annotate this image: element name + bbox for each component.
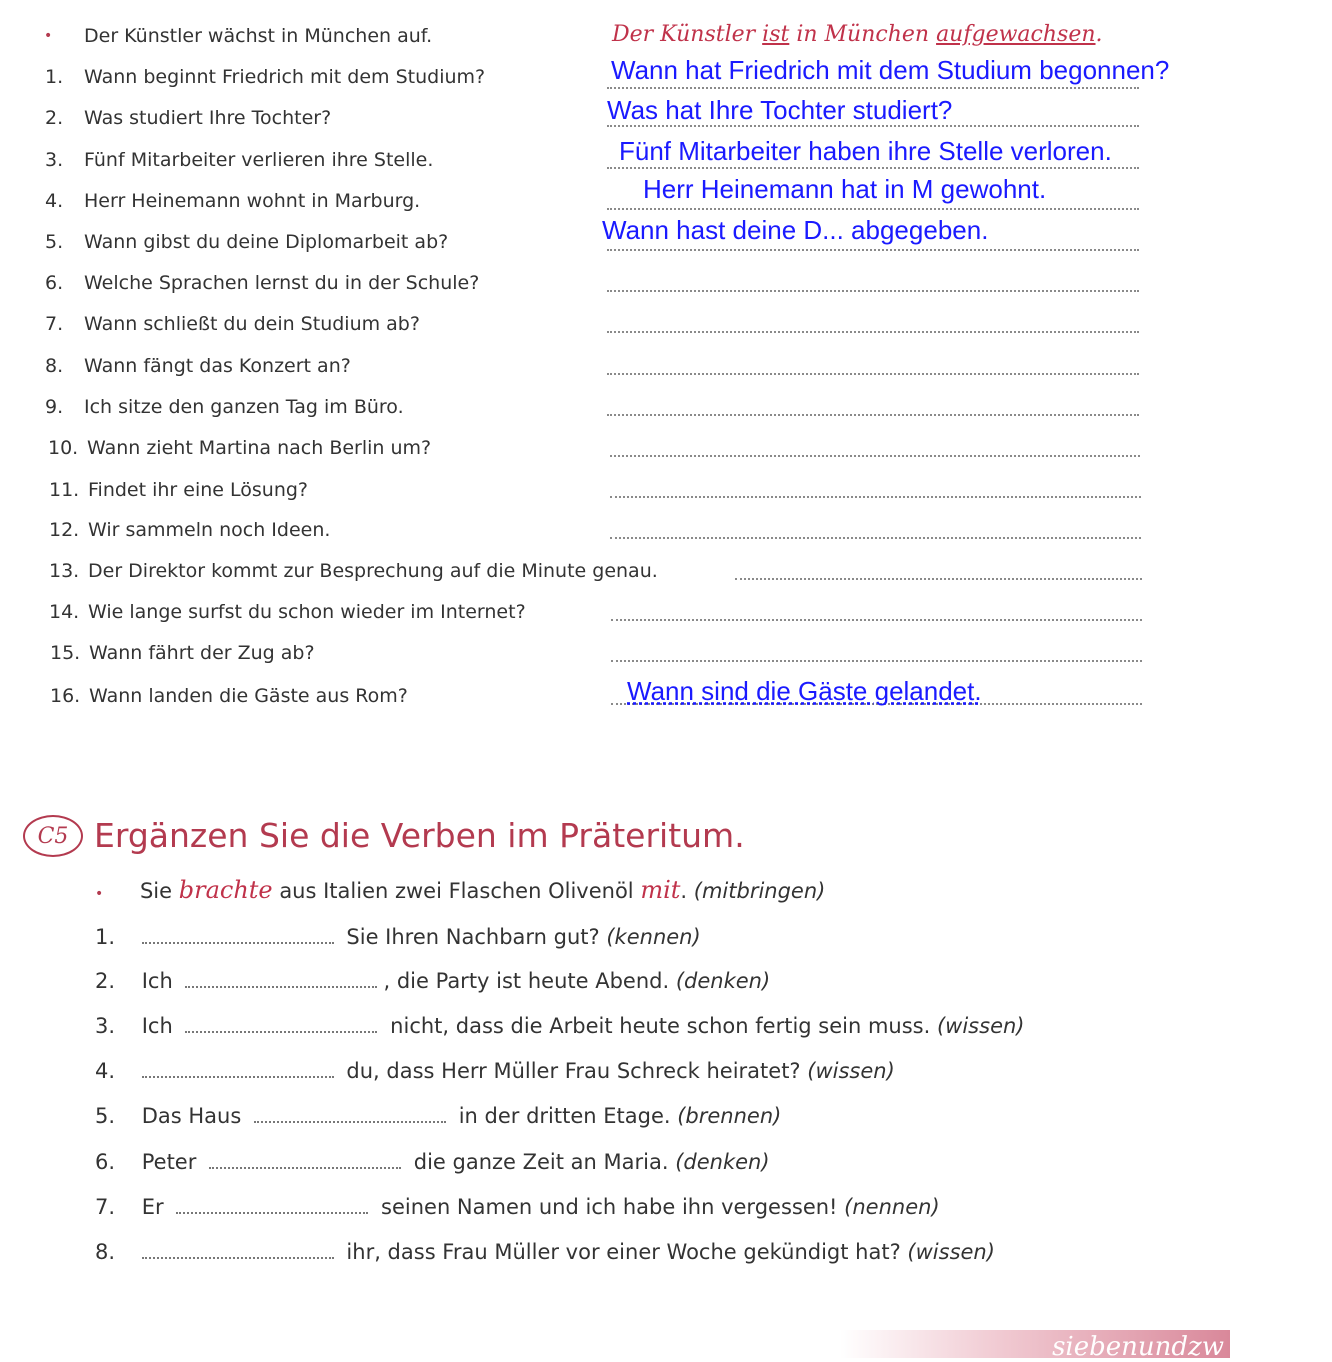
item-question: Wann landen die Gäste aus Rom?	[89, 685, 408, 707]
item-text: seinen Namen und ich habe ihn vergessen!	[381, 1195, 838, 1219]
item-number: 6.	[95, 1150, 116, 1174]
item-number: 1.	[95, 925, 116, 949]
item-question: Wann beginnt Friedrich mit dem Studium?	[84, 66, 486, 88]
item-question: Wann gibst du deine Diplomarbeit ab?	[84, 231, 449, 253]
item-number: 3.	[95, 1014, 116, 1038]
blank-field[interactable]	[254, 1121, 446, 1123]
c5-item	[95, 1014, 1025, 1038]
c5-item	[95, 969, 770, 993]
item-pre: Das Haus	[141, 1104, 242, 1128]
example-post: .	[680, 879, 688, 903]
item-number: 8.	[45, 355, 64, 377]
exercise-title: Ergänzen Sie die Verben im Präteritum.	[94, 816, 745, 855]
item-question: Ich sitze den ganzen Tag im Büro.	[84, 396, 404, 418]
c5-example	[95, 876, 825, 904]
item-pre: Ich	[141, 1014, 173, 1038]
c5-item	[95, 925, 701, 949]
example-answer: Der Künstler ist in München aufgewachsen.	[612, 22, 1103, 47]
item-number: 9.	[45, 396, 64, 418]
item-pre: Er	[141, 1195, 164, 1219]
answer-line[interactable]	[607, 249, 1139, 251]
answer-line[interactable]	[607, 167, 1139, 169]
item-hint: (kennen)	[606, 925, 701, 949]
answer-line[interactable]	[607, 290, 1139, 292]
item-question: Wann fängt das Konzert an?	[84, 355, 351, 377]
answer-line[interactable]	[611, 660, 1142, 662]
item-hint: (nennen)	[844, 1195, 940, 1219]
item-number: 12.	[49, 519, 80, 541]
item-number: 4.	[45, 190, 64, 212]
item-number: 5.	[45, 231, 64, 253]
blank-field[interactable]	[185, 986, 377, 988]
answer-line[interactable]	[607, 87, 1139, 89]
item-number: 5.	[95, 1104, 116, 1128]
answer-line[interactable]	[735, 578, 1142, 580]
blank-field[interactable]	[142, 942, 334, 944]
item-number: 2.	[95, 969, 116, 993]
c5-item	[95, 1195, 940, 1219]
answer-line[interactable]	[607, 331, 1139, 333]
handwritten-answer: Fünf Mitarbeiter haben ihre Stelle verloren.	[619, 136, 1112, 166]
item-pre: Ich	[141, 969, 173, 993]
item-number: 16.	[50, 685, 81, 707]
blank-field[interactable]	[209, 1167, 401, 1169]
item-text: Sie Ihren Nachbarn gut?	[346, 925, 600, 949]
item-question: Wann fährt der Zug ab?	[89, 642, 315, 664]
blank-field[interactable]	[185, 1031, 377, 1033]
answer-line[interactable]	[611, 619, 1142, 621]
answer-line[interactable]	[610, 537, 1141, 539]
handwritten-answer: Wann hat Friedrich mit dem Studium begonnen?	[611, 55, 1170, 85]
item-text: nicht, dass die Arbeit heute schon fertig sein muss.	[390, 1014, 931, 1038]
item-question: Wir sammeln noch Ideen.	[88, 519, 331, 541]
handwritten-answer: Wann sind die Gäste gelandet.	[627, 676, 982, 706]
blank-field[interactable]	[142, 1076, 334, 1078]
c5-item	[95, 1059, 895, 1083]
item-question: Fünf Mitarbeiter verlieren ihre Stelle.	[84, 149, 434, 171]
item-question: Findet ihr eine Lösung?	[88, 479, 309, 501]
item-number: 8.	[95, 1240, 116, 1264]
item-number: 11.	[49, 479, 80, 501]
item-text: die ganze Zeit an Maria.	[413, 1150, 669, 1174]
item-number: 6.	[45, 272, 64, 294]
item-number: 13.	[49, 560, 80, 582]
c5-item	[95, 1150, 770, 1174]
item-text: du, dass Herr Müller Frau Schreck heiratet?	[346, 1059, 801, 1083]
c5-item	[95, 1104, 781, 1128]
example-hint: (mitbringen)	[693, 879, 826, 903]
item-number: 2.	[45, 107, 64, 129]
item-text: , die Party ist heute Abend.	[383, 969, 670, 993]
answer-line[interactable]	[607, 414, 1139, 416]
item-number: 3.	[45, 149, 64, 171]
item-question: Wann zieht Martina nach Berlin um?	[87, 437, 432, 459]
item-hint: (wissen)	[807, 1059, 895, 1083]
handwritten-answer: Herr Heinemann hat in M gewohnt.	[643, 174, 1047, 204]
answer-line[interactable]	[607, 208, 1139, 210]
blank-field[interactable]	[176, 1212, 368, 1214]
example-pre: Sie	[139, 879, 173, 903]
item-text: in der dritten Etage.	[458, 1104, 671, 1128]
example-handwritten-particle: mit	[640, 876, 681, 904]
item-question: Welche Sprachen lernst du in der Schule?	[84, 272, 480, 294]
item-question: Was studiert Ihre Tochter?	[84, 107, 332, 129]
c5-item	[95, 1240, 995, 1264]
item-hint: (denken)	[675, 1150, 770, 1174]
item-question: Herr Heinemann wohnt in Marburg.	[84, 190, 421, 212]
item-hint: (wissen)	[936, 1014, 1025, 1038]
example-bullet: •	[95, 886, 104, 902]
example-mid: aus Italien zwei Flaschen Olivenöl	[279, 879, 634, 903]
answer-line[interactable]	[610, 455, 1140, 457]
item-number: 10.	[48, 437, 79, 459]
item-number: 7.	[45, 313, 64, 335]
item-number: 14.	[49, 601, 80, 623]
handwritten-answer: Was hat Ihre Tochter studiert?	[607, 95, 953, 125]
item-number: 7.	[95, 1195, 116, 1219]
exercise-badge: C5	[23, 815, 83, 857]
item-question: Der Direktor kommt zur Besprechung auf die Minute genau.	[88, 560, 658, 582]
example-handwritten-verb: brachte	[178, 876, 273, 904]
page-footer-banner	[840, 1330, 1230, 1362]
item-pre: Peter	[141, 1150, 197, 1174]
answer-line[interactable]	[610, 496, 1141, 498]
item-hint: (denken)	[675, 969, 771, 993]
blank-field[interactable]	[142, 1257, 334, 1259]
item-number: 4.	[95, 1059, 116, 1083]
item-number: 15.	[50, 642, 81, 664]
item-question: Wie lange surfst du schon wieder im Internet?	[88, 601, 526, 623]
handwritten-answer: Wann hast deine D... abgegeben.	[602, 215, 989, 245]
item-number: 1.	[45, 66, 64, 88]
item-hint: (wissen)	[907, 1240, 995, 1264]
item-question: Wann schließt du dein Studium ab?	[84, 313, 420, 335]
page-number-text: siebenundzw	[1052, 1332, 1224, 1362]
example-bullet: •	[44, 28, 53, 44]
answer-line[interactable]	[607, 373, 1139, 375]
example-question: Der Künstler wächst in München auf.	[84, 25, 433, 47]
item-text: ihr, dass Frau Müller vor einer Woche gekündigt hat?	[346, 1240, 901, 1264]
item-hint: (brennen)	[677, 1104, 782, 1128]
